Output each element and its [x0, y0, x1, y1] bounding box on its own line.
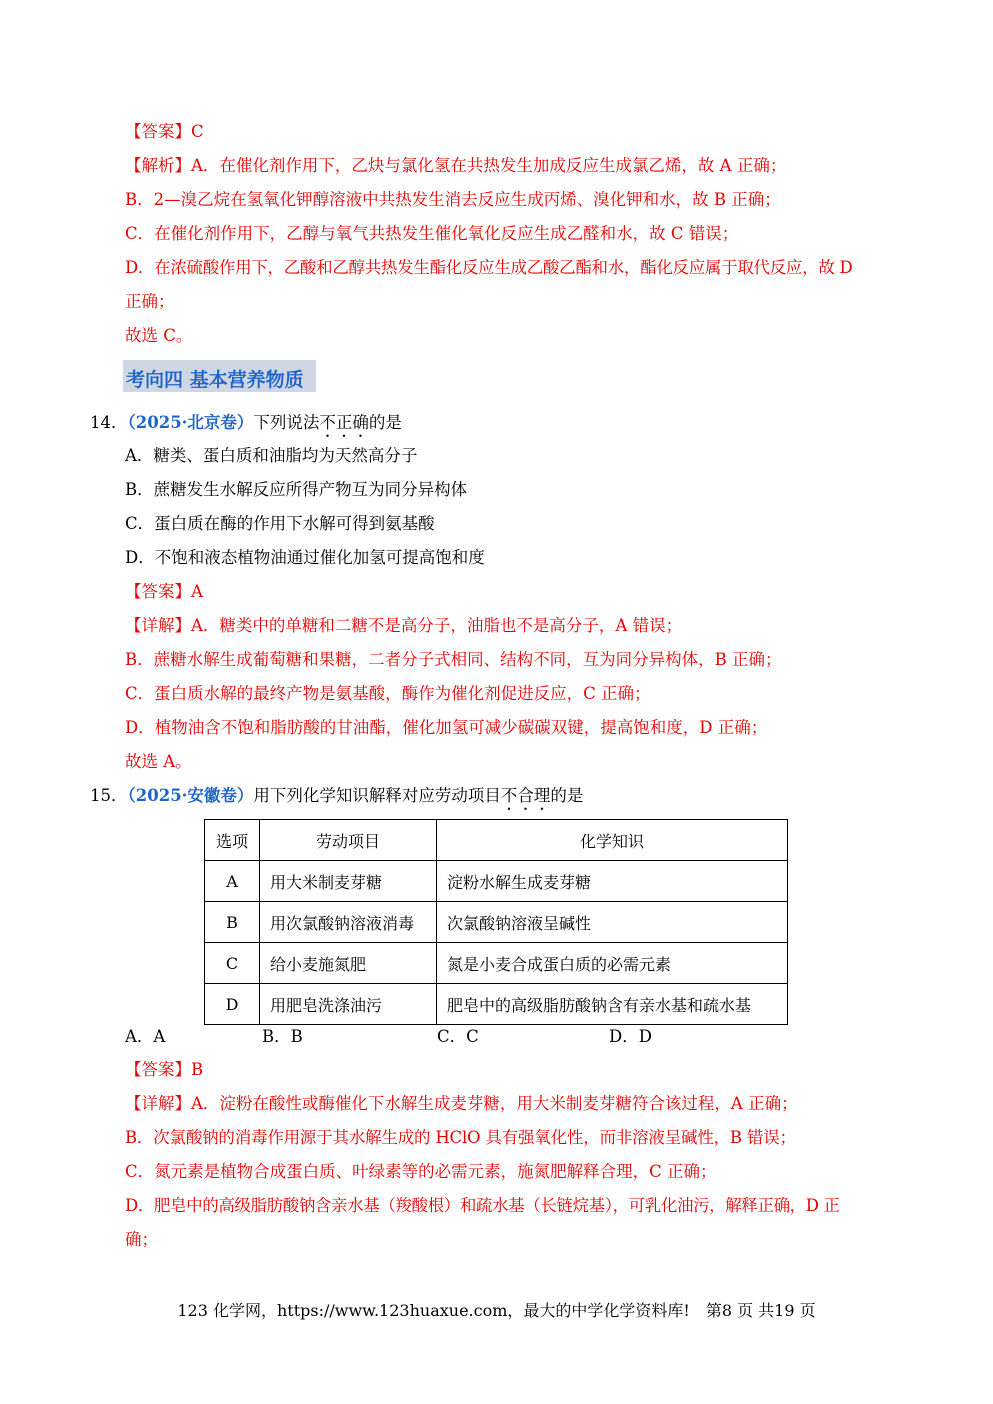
q15-detail-line: 确； [125, 1230, 158, 1249]
table-cell: A [205, 861, 260, 902]
table-header: 选项 [205, 820, 260, 861]
table-header: 劳动项目 [260, 820, 437, 861]
table-cell: 用肥皂洗涤油污 [260, 984, 437, 1025]
table-cell: 氮是小麦合成蛋白质的必需元素 [437, 943, 788, 984]
q14-detail-line: B．蔗糖水解生成葡萄糖和果糖，二者分子式相同、结构不同，互为同分异构体，B 正确； [125, 650, 782, 669]
q14-option: B．蔗糖发生水解反应所得产物互为同分异构体 [125, 480, 468, 499]
q15-choice: A．A [125, 1027, 166, 1046]
q15-choice: C．C [437, 1027, 479, 1046]
table-row [205, 861, 788, 902]
table-row [205, 943, 788, 984]
q15-stem: 15．（2025·安徽卷）用下列化学知识解释对应劳动项目不合理的是 [90, 786, 584, 805]
q15-table [204, 819, 788, 1025]
table-cell: 用次氯酸钠溶液消毒 [260, 902, 437, 943]
q15-detail-line: C．氮元素是植物合成蛋白质、叶绿素等的必需元素，施氮肥解释合理，C 正确； [125, 1162, 717, 1181]
section-heading [123, 360, 316, 392]
table-cell: 肥皂中的高级脂肪酸钠含有亲水基和疏水基 [437, 984, 788, 1025]
q14-option: A．糖类、蛋白质和油脂均为天然高分子 [125, 446, 418, 465]
q14-answer: 【答案】A [125, 582, 203, 601]
q13-analysis-line: 【解析】A．在催化剂作用下，乙炔与氯化氢在共热发生加成反应生成氯乙烯，故 A 正确； [125, 156, 787, 175]
table-cell: 用大米制麦芽糖 [260, 861, 437, 902]
section-title: 考向四 基本营养物质 [126, 369, 304, 391]
page-footer: 123 化学网，https://www.123huaxue.com，最大的中学化学资料库! 第8 页 共19 页 [177, 1301, 816, 1320]
q15-answer: 【答案】B [125, 1060, 204, 1079]
q14-detail-line: D．植物油含不饱和脂肪酸的甘油酯，催化加氢可减少碳碳双键，提高饱和度，D 正确； [125, 718, 768, 737]
table-header-row [205, 820, 788, 861]
q14-option: C．蛋白质在酶的作用下水解可得到氨基酸 [125, 514, 435, 533]
q15-detail-line: 【详解】A．淀粉在酸性或酶催化下水解生成麦芽糖，用大米制麦芽糖符合该过程，A 正确； [125, 1094, 798, 1113]
q14-detail-line: C．蛋白质水解的最终产物是氨基酸，酶作为催化剂促进反应，C 正确； [125, 684, 651, 703]
q15-choice: D．D [609, 1027, 652, 1046]
q14-detail-line: 【详解】A．糖类中的单糖和二糖不是高分子，油脂也不是高分子，A 错误； [125, 616, 683, 635]
table-cell: 次氯酸钠溶液呈碱性 [437, 902, 788, 943]
table-cell: D [205, 984, 260, 1025]
q13-conclusion: 故选 C。 [125, 326, 193, 345]
table-header: 化学知识 [437, 820, 788, 861]
q15-detail-line: B．次氯酸钠的消毒作用源于其水解生成的 HClO 具有强氧化性，而非溶液呈碱性，B 错误； [125, 1128, 796, 1147]
table-cell: 淀粉水解生成麦芽糖 [437, 861, 788, 902]
table-cell: 给小麦施氮肥 [260, 943, 437, 984]
q13-analysis-line: D．在浓硫酸作用下，乙酸和乙醇共热发生酯化反应生成乙酸乙酯和水，酯化反应属于取代反应，故 D [125, 258, 853, 277]
q13-analysis-line: 正确； [125, 292, 175, 311]
table-cell: C [205, 943, 260, 984]
table-cell: B [205, 902, 260, 943]
q15-detail-line: D．肥皂中的高级脂肪酸钠含亲水基（羧酸根）和疏水基（长链烷基），可乳化油污，解释正确，D 正 [125, 1196, 840, 1215]
q15-choice: B．B [262, 1027, 303, 1046]
q13-analysis-line: C．在催化剂作用下，乙醇与氧气共热发生催化氧化反应生成乙醛和水，故 C 错误； [125, 224, 739, 243]
q14-option: D．不饱和液态植物油通过催化加氢可提高饱和度 [125, 548, 485, 567]
q13-answer: 【答案】C [125, 122, 204, 141]
q14-stem: 14．（2025·北京卷）下列说法不正确的是 [90, 413, 402, 432]
table-row [205, 902, 788, 943]
table-row [205, 984, 788, 1025]
q14-conclusion: 故选 A。 [125, 752, 192, 771]
q13-analysis-line: B．2—溴乙烷在氢氧化钾醇溶液中共热发生消去反应生成丙烯、溴化钾和水，故 B 正确； [125, 190, 781, 209]
